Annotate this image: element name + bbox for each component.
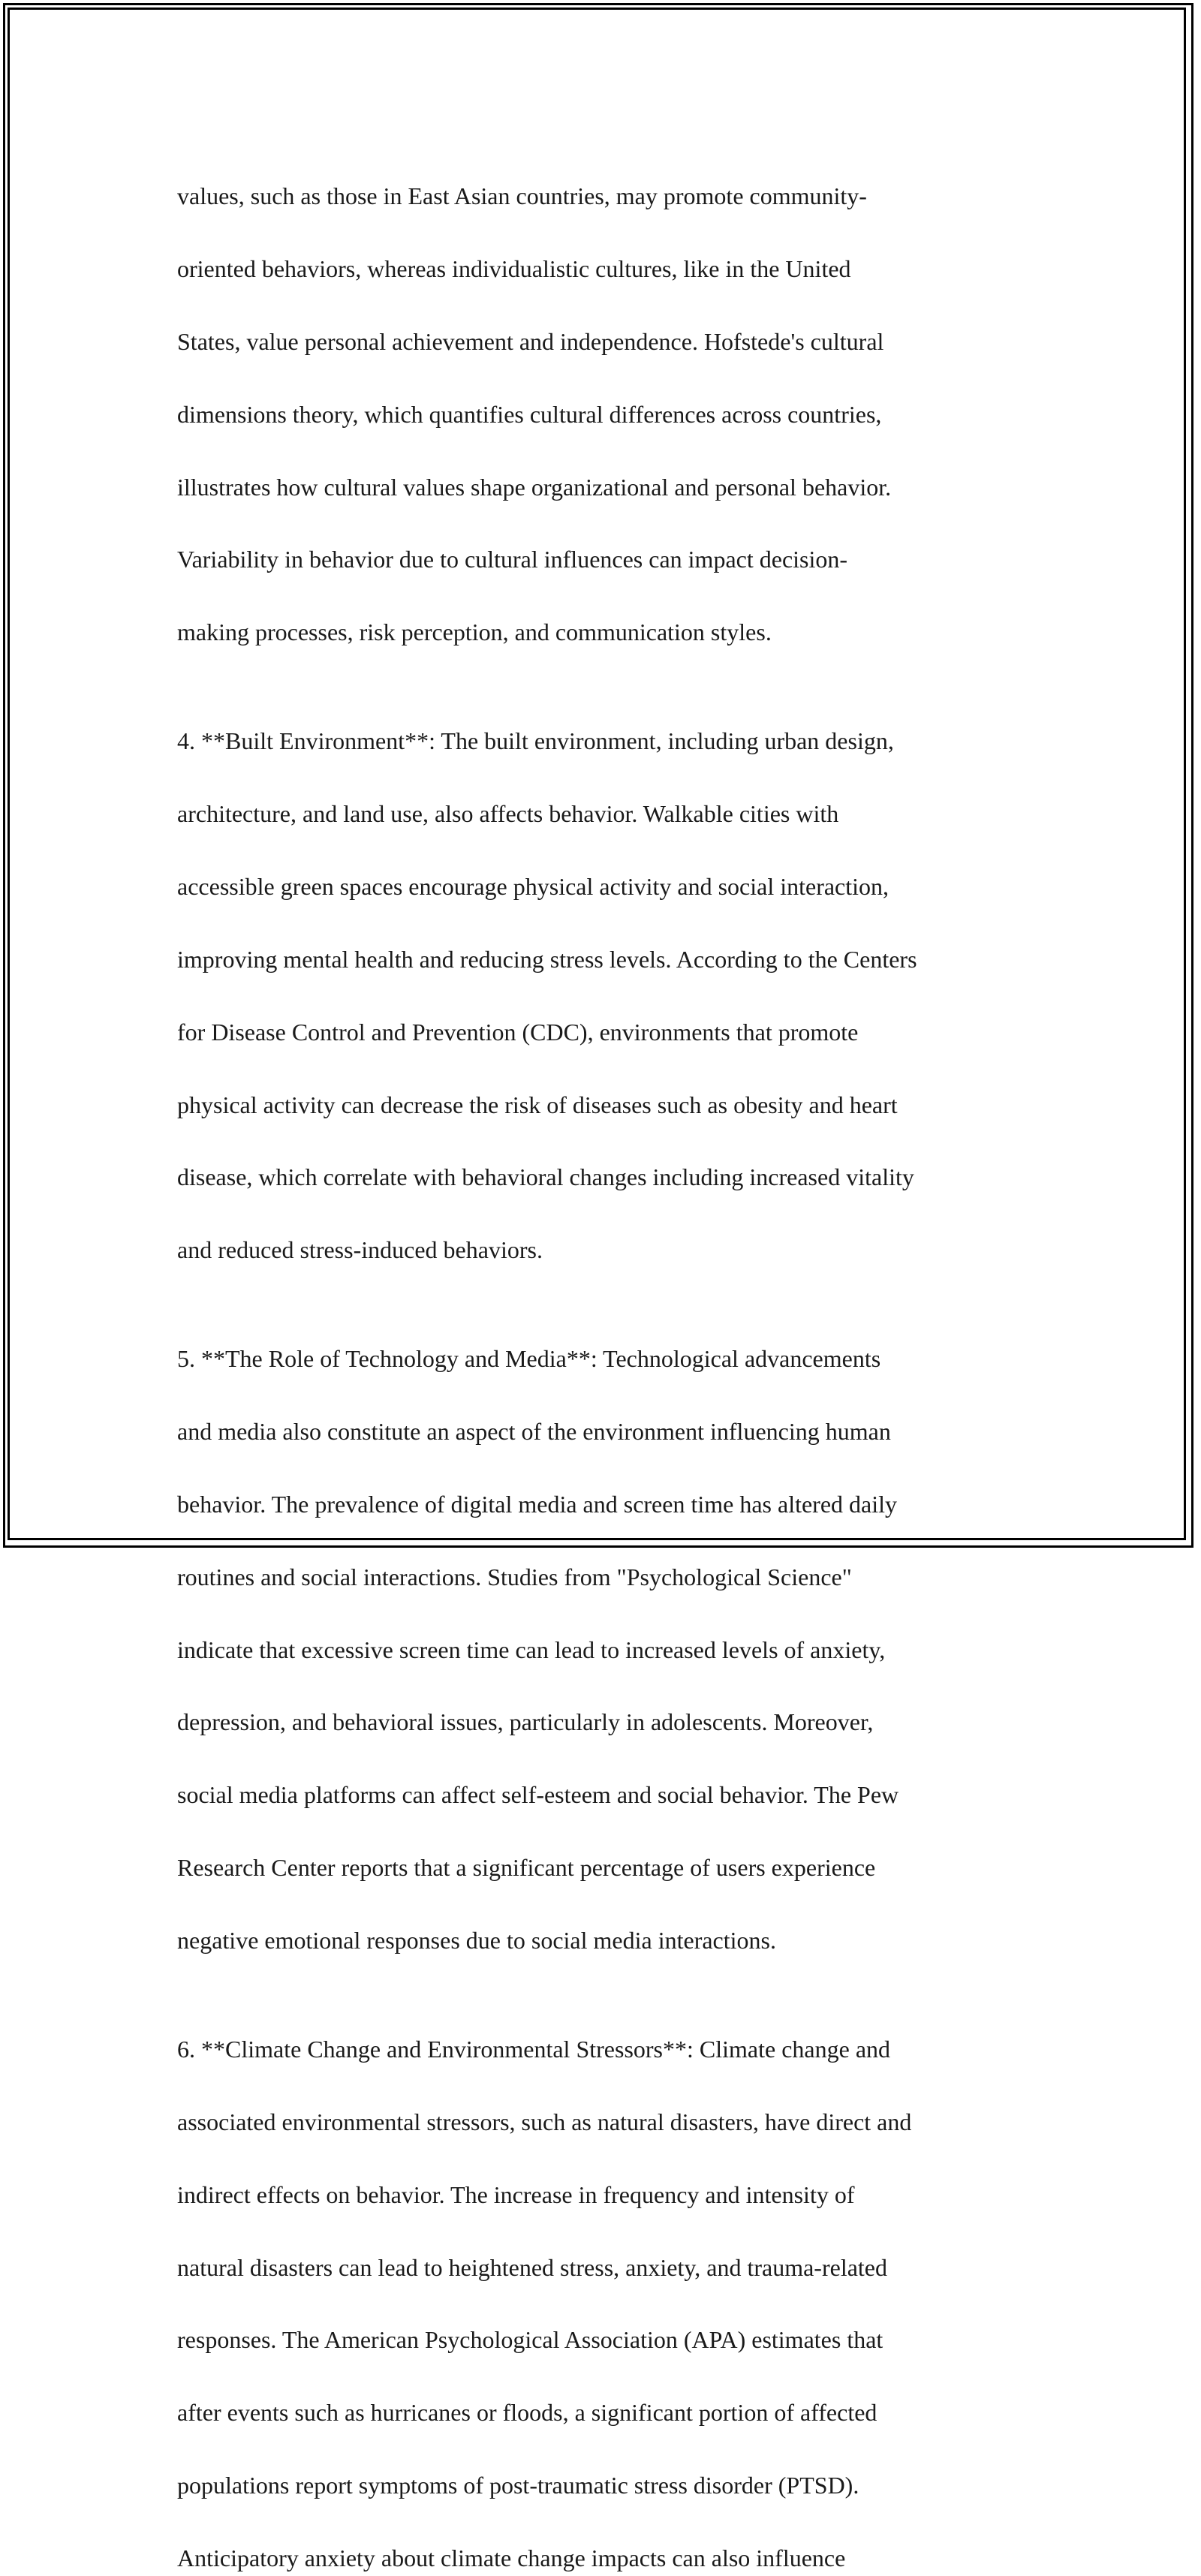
text-line: associated environmental stressors, such as natural disasters, have direct and bbox=[177, 2108, 912, 2135]
text-line: 5. **The Role of Technology and Media**: Technological advancements bbox=[177, 1345, 881, 1373]
text-line: after events such as hurricanes or floods, a significant portion of affected bbox=[177, 2399, 877, 2427]
text-line: and media also constitute an aspect of the environment influencing human bbox=[177, 1418, 891, 1446]
paragraph-built-environment bbox=[177, 687, 1048, 1268]
text-line: 6. **Climate Change and Environmental Stressors**: Climate change and bbox=[177, 2036, 891, 2063]
text-line: indirect effects on behavior. The increase in frequency and intensity of bbox=[177, 2180, 855, 2208]
text-line: indicate that excessive screen time can lead to increased levels of anxiety, bbox=[177, 1636, 886, 1663]
text-line: negative emotional responses due to social media interactions. bbox=[177, 1926, 776, 1954]
text-line: making processes, risk perception, and communication styles. bbox=[177, 618, 772, 646]
text-line: depression, and behavioral issues, particularly in adolescents. Moreover, bbox=[177, 1708, 874, 1736]
paragraph-cultural-values bbox=[177, 142, 1048, 651]
text-line: routines and social interactions. Studies from "Psychological Science" bbox=[177, 1563, 852, 1590]
text-line: natural disasters can lead to heightened stress, anxiety, and trauma-related bbox=[177, 2253, 887, 2281]
paragraph-climate-change bbox=[177, 1995, 1048, 2576]
text-line: illustrates how cultural values shape organizational and personal behavior. bbox=[177, 473, 892, 501]
text-line: behavior. The prevalence of digital media and screen time has altered daily bbox=[177, 1491, 898, 1518]
text-line: Variability in behavior due to cultural influences can impact decision- bbox=[177, 546, 848, 573]
text-line: disease, which correlate with behavioral changes including increased vitality bbox=[177, 1163, 914, 1191]
text-line: oriented behaviors, whereas individualistic cultures, like in the United bbox=[177, 255, 851, 283]
text-line: accessible green spaces encourage physical activity and social interaction, bbox=[177, 873, 889, 901]
text-line: States, value personal achievement and independence. Hofstede's cultural bbox=[177, 328, 884, 356]
text-line: dimensions theory, which quantifies cultural differences across countries, bbox=[177, 400, 882, 428]
text-line: Research Center reports that a significant percentage of users experience bbox=[177, 1854, 876, 1882]
text-line: and reduced stress-induced behaviors. bbox=[177, 1236, 543, 1264]
text-line: social media platforms can affect self-esteem and social behavior. The Pew bbox=[177, 1781, 899, 1809]
text-line: improving mental health and reducing stress levels. According to the Centers bbox=[177, 945, 917, 973]
paragraph-technology-and-media bbox=[177, 1305, 1048, 1958]
document-body bbox=[177, 142, 1048, 2576]
text-line: 4. **Built Environment**: The built environment, including urban design, bbox=[177, 727, 894, 755]
text-line: values, such as those in East Asian countries, may promote community- bbox=[177, 182, 867, 210]
text-line: populations report symptoms of post-traumatic stress disorder (PTSD). bbox=[177, 2471, 859, 2499]
text-line: for Disease Control and Prevention (CDC), environments that promote bbox=[177, 1018, 859, 1046]
text-line: responses. The American Psychological Association (APA) estimates that bbox=[177, 2326, 883, 2354]
text-line: architecture, and land use, also affects behavior. Walkable cities with bbox=[177, 800, 839, 828]
text-line: physical activity can decrease the risk of diseases such as obesity and heart bbox=[177, 1091, 898, 1118]
text-line: Anticipatory anxiety about climate change impacts can also influence bbox=[177, 2544, 846, 2571]
